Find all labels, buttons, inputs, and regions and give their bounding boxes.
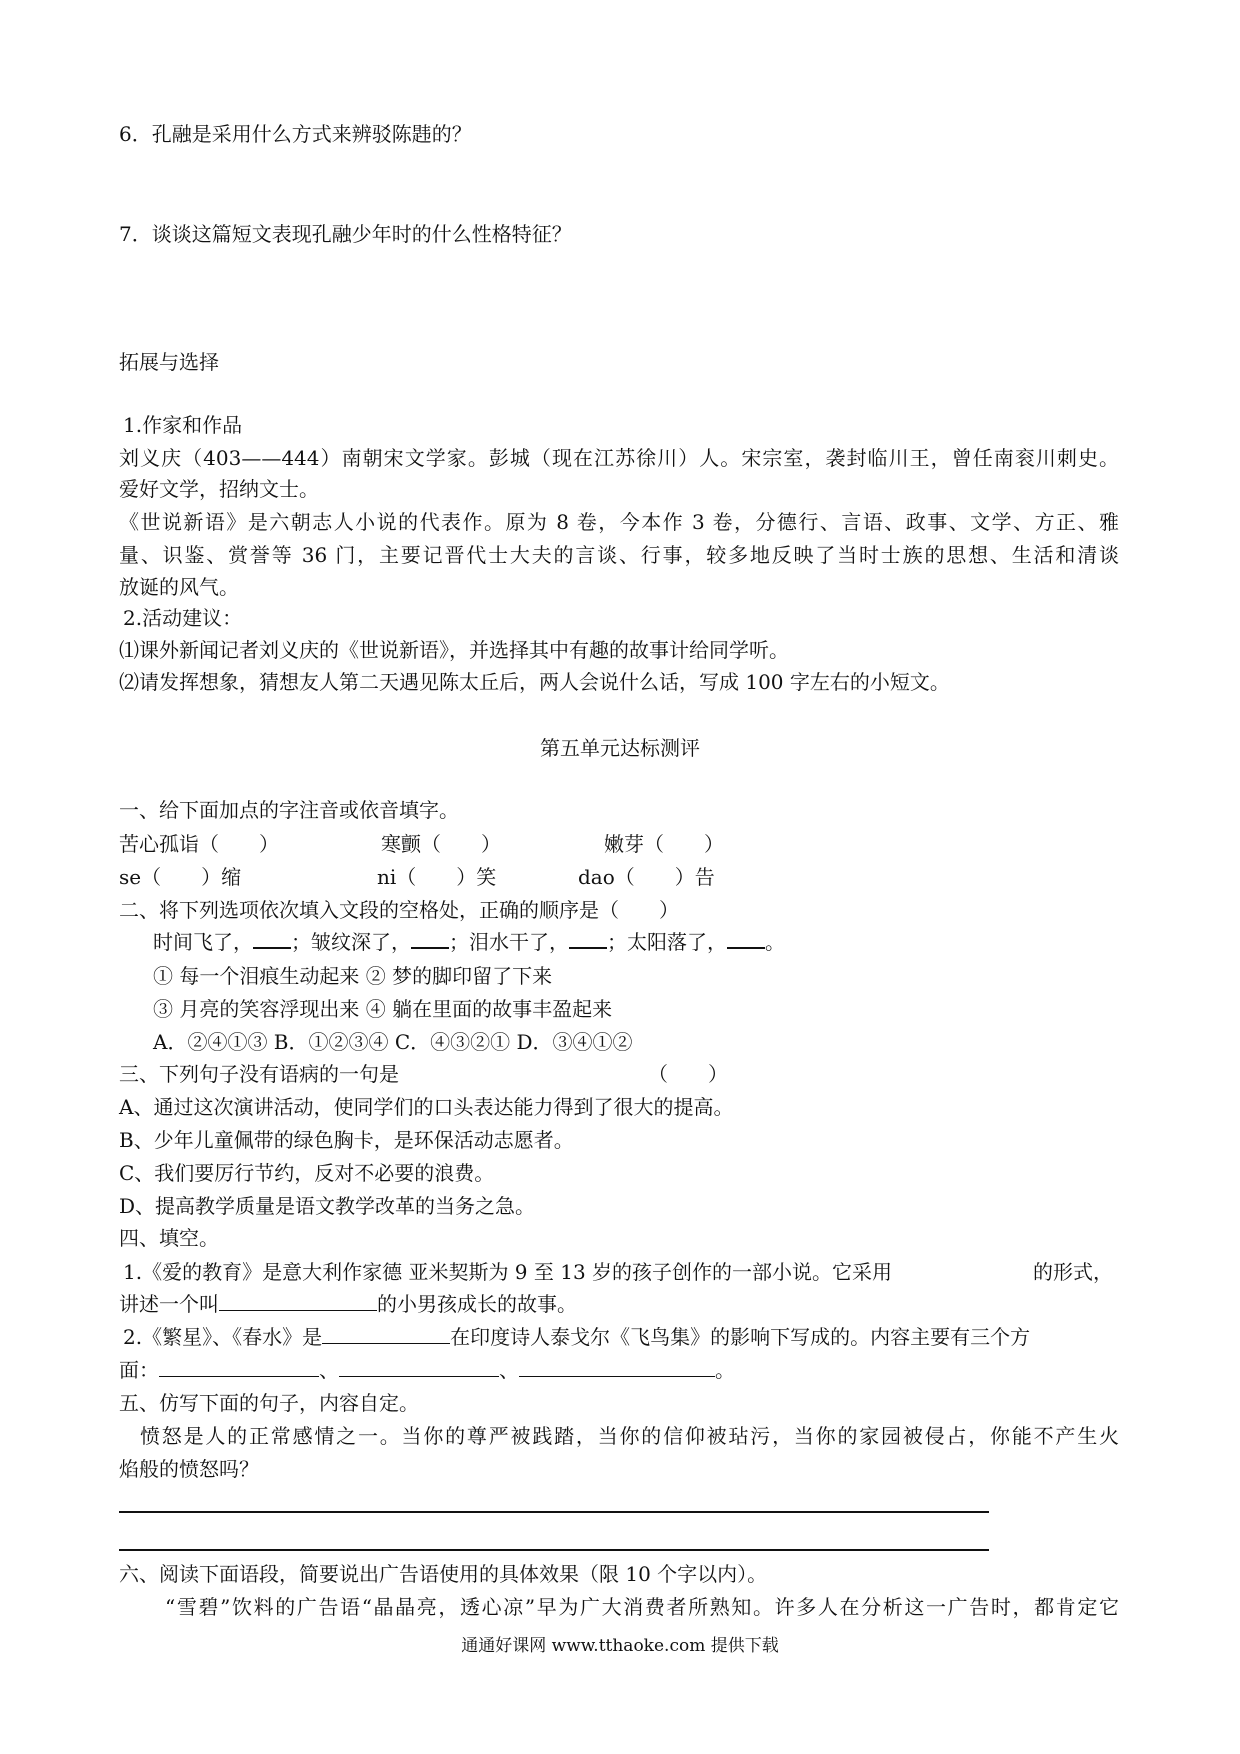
fill-2-line1a: 2.《繁星》、《春水》是 bbox=[123, 1325, 323, 1349]
option-b: B、少年儿童佩带的绿色胸卡，是环保活动志愿者。 bbox=[119, 1128, 574, 1152]
fill-2-line1b: 在印度诗人泰戈尔《飞鸟集》的影响下写成的。内容主要有三个方 bbox=[450, 1325, 1031, 1349]
fill-2-blank-1[interactable] bbox=[159, 1375, 319, 1377]
section5-text-line2: 焰般的愤怒吗？ bbox=[119, 1457, 259, 1481]
fill-1-line1b: 的形式， bbox=[1033, 1260, 1113, 1284]
blank-3[interactable] bbox=[569, 946, 607, 949]
item1-title: 1.作家和作品 bbox=[123, 413, 243, 437]
passage-part-4: ；太阳落了， bbox=[607, 930, 727, 954]
extension-heading: 拓展与选择 bbox=[119, 350, 219, 374]
section2-passage bbox=[153, 932, 785, 952]
pinyin-item-3: 嫩芽（ ） bbox=[604, 832, 724, 856]
author-bio-line2: 爱好文学，招纳文士。 bbox=[119, 477, 319, 501]
section6-text-line1: “雪碧”饮料的广告语“晶晶亮，透心凉”早为广大消费者所熟知。许多人在分析这一广告时，都肯定它 bbox=[165, 1595, 1119, 1619]
option-c: C、我们要厉行节约，反对不必要的浪费。 bbox=[119, 1161, 495, 1185]
blank-2[interactable] bbox=[411, 946, 449, 949]
fill-2-blank-3[interactable] bbox=[519, 1375, 715, 1377]
options-row-1: ① 每一个泪痕生动起来 ② 梦的脚印留了下来 bbox=[153, 964, 553, 988]
section5-text-line1: 愤怒是人的正常感情之一。当你的尊严被践踏，当你的信仰被玷污，当你的家园被侵占，你能不产生火 bbox=[140, 1424, 1119, 1448]
fill-1-blank[interactable] bbox=[219, 1309, 377, 1311]
section1-title: 一、给下面加点的字注音或依音填字。 bbox=[119, 798, 459, 822]
passage-part-1: 时间飞了， bbox=[153, 930, 253, 954]
options-row-2: ③ 月亮的笑容浮现出来 ④ 躺在里面的故事丰盈起来 bbox=[153, 997, 613, 1021]
author-bio-line1: 刘义庆（403——444）南朝宋文学家。彭城（现在江苏徐川）人。宋宗室，袭封临川王，曾任南衮川刺史。 bbox=[119, 446, 1119, 470]
pinyin-item-2: 寒颤（ ） bbox=[381, 832, 501, 856]
section2-title: 二、将下列选项依次填入文段的空格处，正确的顺序是（ ） bbox=[119, 898, 679, 922]
book-desc-line3: 放诞的风气。 bbox=[119, 575, 239, 599]
section6-title: 六、阅读下面语段，简要说出广告语使用的具体效果（限 10 个字以内）。 bbox=[119, 1562, 768, 1586]
writing-line-1[interactable] bbox=[119, 1511, 989, 1513]
pinyin-item-6: dao（ ）告 bbox=[578, 865, 715, 889]
passage-part-2: ；皱纹深了， bbox=[291, 930, 411, 954]
fill-2-blank-2[interactable] bbox=[339, 1375, 499, 1377]
answer-choices: A．②④①③ B．①②③④ C．④③②① D．③④①② bbox=[153, 1030, 633, 1054]
section3-title: 三、下列句子没有语病的一句是 bbox=[119, 1062, 399, 1086]
fill-2-blank-author[interactable] bbox=[322, 1342, 450, 1344]
fill-1-line2b: 的小男孩成长的故事。 bbox=[377, 1292, 577, 1316]
fill-2-end: 。 bbox=[715, 1358, 735, 1382]
pinyin-item-5: ni（ ）笑 bbox=[377, 865, 497, 889]
fill-2-sep-1: 、 bbox=[319, 1358, 339, 1382]
test-title: 第五单元达标测评 bbox=[540, 736, 700, 760]
option-d: D、提高教学质量是语文教学改革的当务之急。 bbox=[119, 1194, 536, 1218]
fill-2-line2 bbox=[119, 1360, 735, 1380]
book-desc-line1: 《世说新语》是六朝志人小说的代表作。原为 8 卷，今本作 3 卷，分德行、言语、政事、文学、方正、雅 bbox=[119, 510, 1119, 534]
writing-line-2[interactable] bbox=[119, 1549, 989, 1551]
question-6: 6．孔融是采用什么方式来辨驳陈韪的？ bbox=[119, 122, 472, 146]
blank-4[interactable] bbox=[727, 946, 765, 949]
passage-part-5: 。 bbox=[765, 930, 785, 954]
section3-answer-paren: （ ） bbox=[648, 1062, 728, 1086]
fill-1-line1a: 1.《爱的教育》是意大利作家德 亚米契斯为 9 至 13 岁的孩子创作的一部小说。它采用 bbox=[123, 1260, 893, 1284]
fill-1-line2a: 讲述一个叫 bbox=[119, 1292, 219, 1316]
activity-2: ⑵请发挥想象，猜想友人第二天遇见陈太丘后，两人会说什么话，写成 100 字左右的小短文。 bbox=[119, 670, 950, 694]
pinyin-item-4: se（ ）缩 bbox=[119, 865, 242, 889]
passage-part-3: ；泪水干了， bbox=[449, 930, 569, 954]
pinyin-item-1: 苦心孤诣（ ） bbox=[119, 832, 279, 856]
activity-1: ⑴课外新闻记者刘义庆的《世说新语》，并选择其中有趣的故事计给同学听。 bbox=[119, 638, 789, 662]
section4-title: 四、填空。 bbox=[119, 1226, 219, 1250]
fill-2-line2a: 面： bbox=[119, 1358, 159, 1382]
fill-1-line2 bbox=[119, 1294, 577, 1314]
item2-title: 2.活动建议： bbox=[123, 606, 243, 630]
option-a: A、通过这次演讲活动，使同学们的口头表达能力得到了很大的提高。 bbox=[119, 1095, 734, 1119]
page-footer: 通通好课网 www.tthaoke.com 提供下载 bbox=[461, 1636, 779, 1656]
question-7: 7．谈谈这篇短文表现孔融少年时的什么性格特征？ bbox=[119, 222, 572, 246]
blank-1[interactable] bbox=[253, 946, 291, 949]
fill-2-sep-2: 、 bbox=[499, 1358, 519, 1382]
section5-title: 五、仿写下面的句子，内容自定。 bbox=[119, 1391, 419, 1415]
book-desc-line2: 量、识鉴、赏誉等 36 门，主要记晋代士大夫的言谈、行事，较多地反映了当时士族的思想、生活和清谈 bbox=[119, 543, 1119, 567]
fill-2-line1 bbox=[123, 1327, 1030, 1347]
